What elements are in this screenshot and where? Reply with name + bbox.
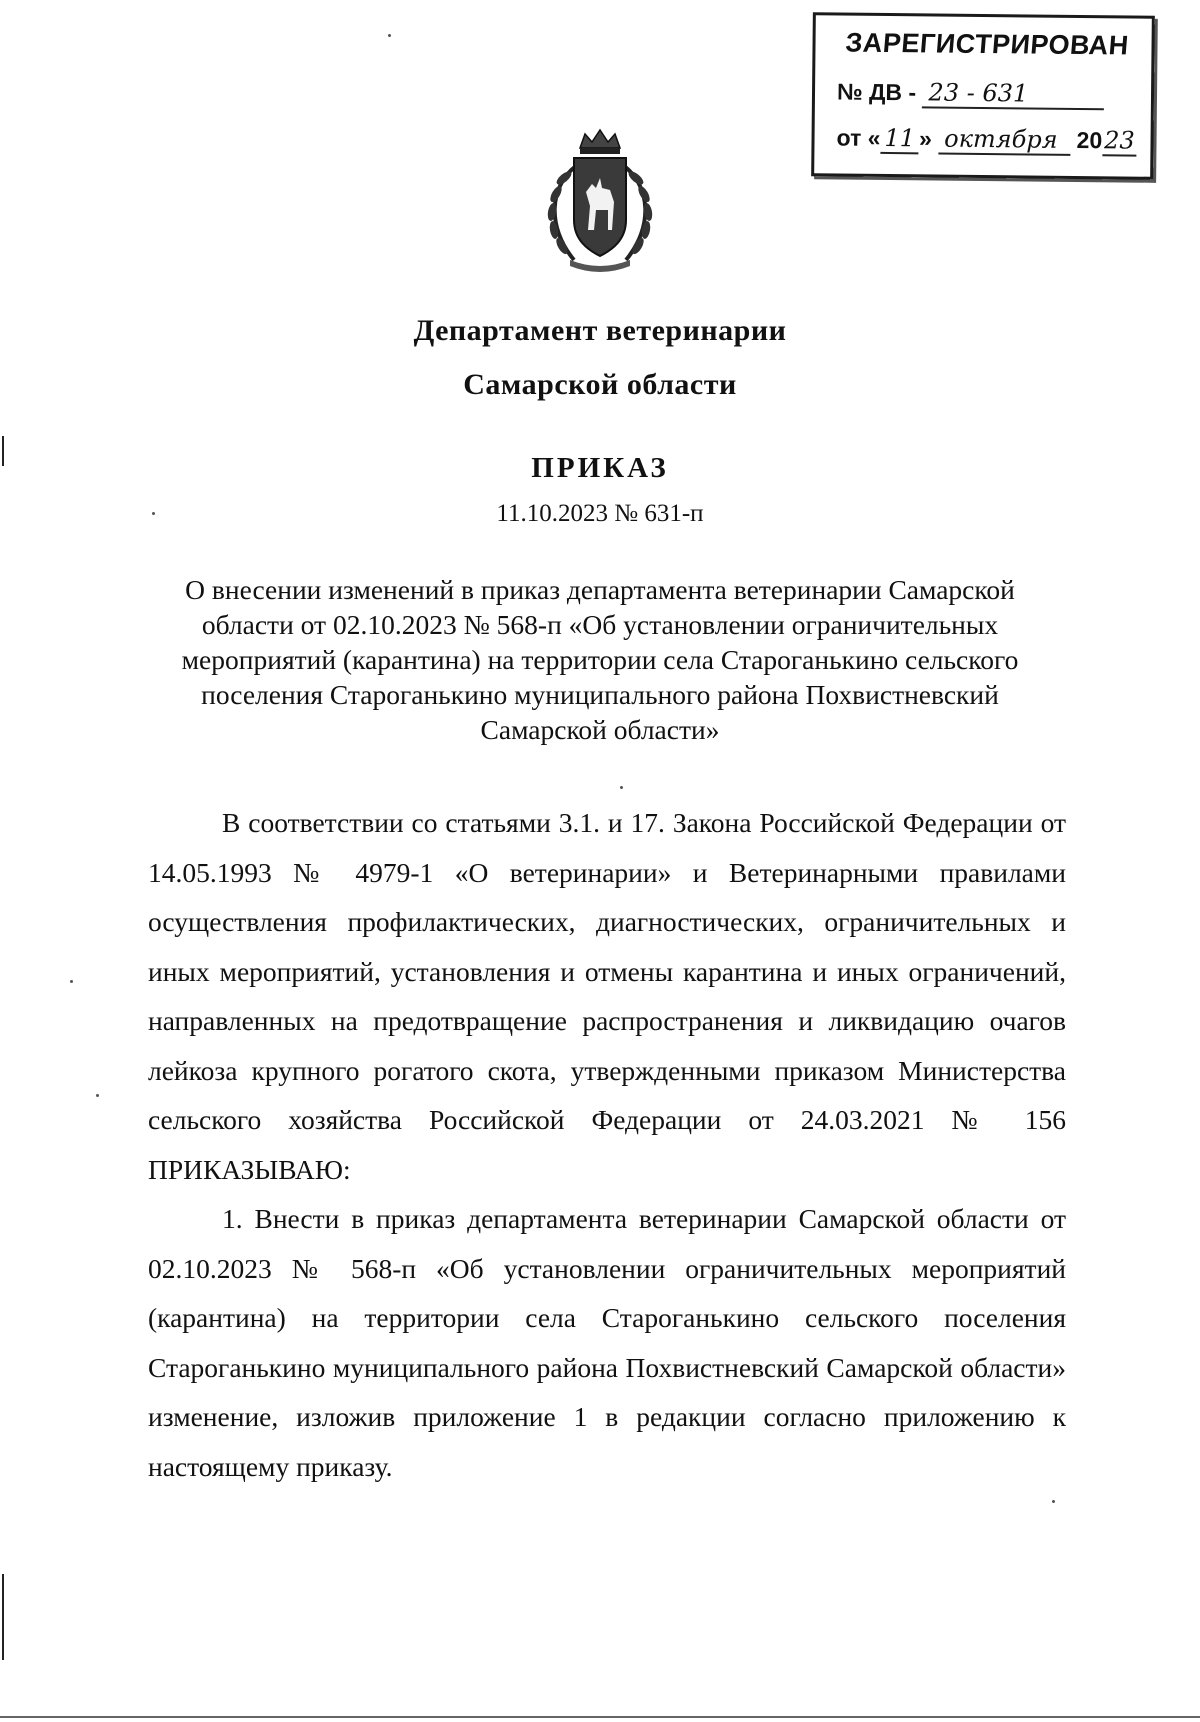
registration-stamp xyxy=(811,12,1155,180)
department-name-line1: Департамент ветеринарии xyxy=(413,314,787,347)
scan-speck xyxy=(1052,1500,1055,1503)
stamp-number-value: 23 - 631 xyxy=(922,78,1104,110)
stamp-date-mid: » xyxy=(918,125,932,152)
stamp-date-prefix: от « xyxy=(836,124,881,151)
scan-speck xyxy=(70,980,73,983)
scan-speck xyxy=(152,512,155,515)
coat-of-arms-icon xyxy=(530,126,670,276)
scan-speck xyxy=(96,1094,99,1097)
department-name-line2: Самарской области xyxy=(463,368,737,401)
stamp-date-row xyxy=(836,123,1137,156)
stamp-number-prefix: № ДВ - xyxy=(836,78,917,106)
stamp-number-row xyxy=(837,77,1105,110)
scan-speck xyxy=(620,786,623,789)
scan-speck xyxy=(388,34,391,37)
order-body xyxy=(148,798,1066,1491)
stamp-date-month: октября xyxy=(938,125,1070,156)
stamp-date-year-suffix: 23 xyxy=(1102,126,1137,156)
order-number: 11.10.2023 № 631-п xyxy=(496,500,704,527)
body-paragraph-1: В соответствии со статьями 3.1. и 17. Закона Российской Федерации от 14.05.1993 № 4979-1 «О ветеринарии» и Ветеринарными правилами осуществления профилактических, диагностических, ограничительных и иных мероприятий, установления и отмены карантина и иных ограничений, направленных на предотвращение распространения и ликвидацию очагов лейкоза крупного рогатого скота, утвержденными приказом Министерства сельского хозяйства Российской Федерации от 24.03.2021 № 156 ПРИКАЗЫВАЮ: xyxy=(148,807,1066,1185)
stamp-date-year-prefix: 20 xyxy=(1076,126,1103,154)
order-subject: О внесении изменений в приказ департамента ветеринарии Самарской области от 02.10.2023 № 568-п «Об установлении ограничительных мероприятий (карантина) на территории села Староганькино сельского поселения Староганькино муниципального района Похвистневский Самарской области» xyxy=(181,574,1019,745)
scan-margin-mark xyxy=(2,1574,4,1660)
scan-margin-mark xyxy=(2,436,4,466)
stamp-date-day: 11 xyxy=(880,124,919,154)
scan-edge-line xyxy=(0,1716,1200,1718)
order-title: ПРИКАЗ xyxy=(531,452,669,484)
body-paragraph-2: 1. Внести в приказ департамента ветеринарии Самарской области от 02.10.2023 № 568-п «Об установлении ограничительных мероприятий (карантина) на территории села Староганькино сельского поселения Староганькино муниципального района Похвистневский Самарской области» изменение, изложив приложение 1 в редакции согласно приложению к настоящему приказу. xyxy=(148,1203,1066,1482)
stamp-title: ЗАРЕГИСТРИРОВАН xyxy=(844,27,1130,61)
